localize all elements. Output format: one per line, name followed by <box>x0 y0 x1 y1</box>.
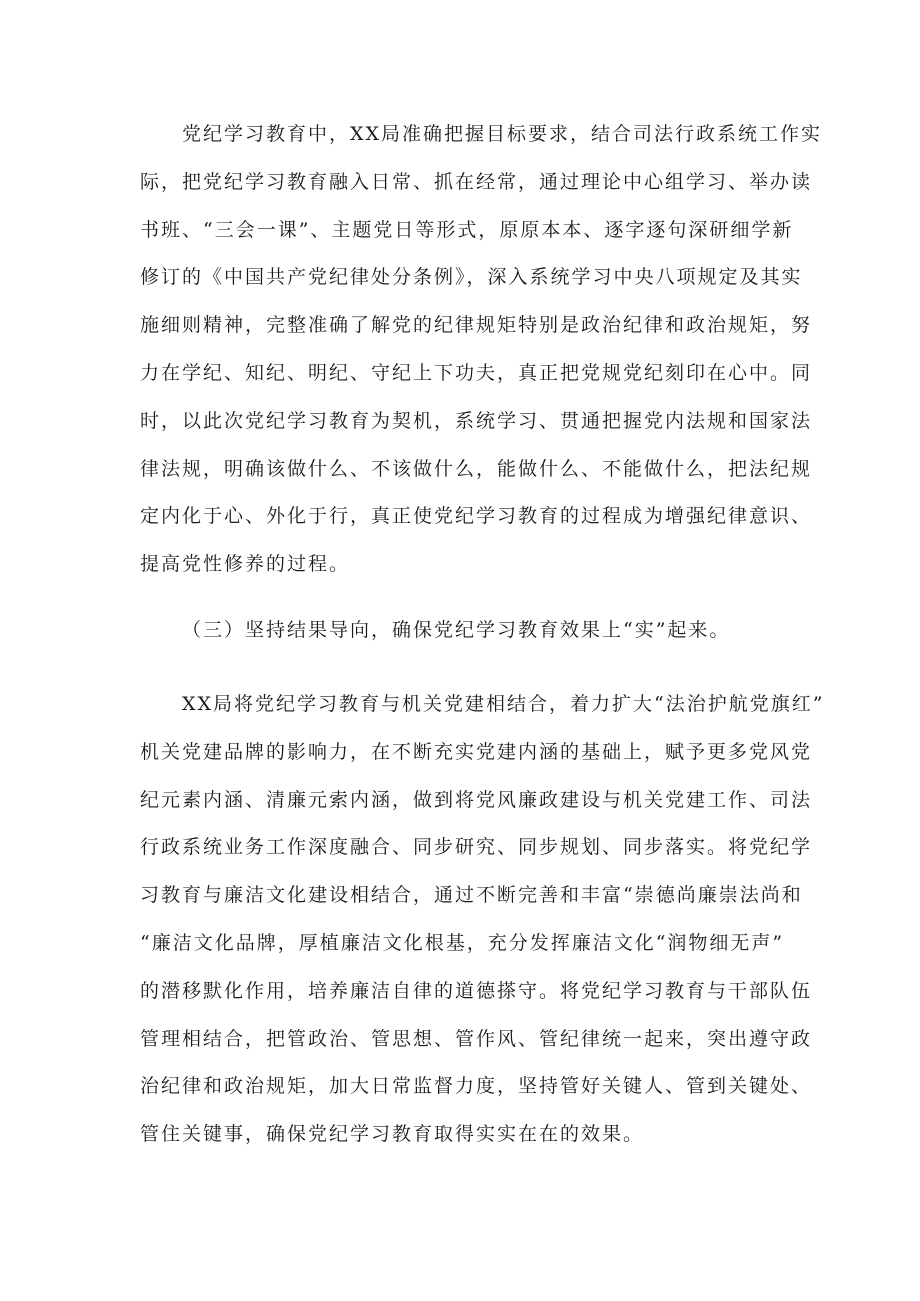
paragraph-line: 管理相结合，把管政治、管思想、管作风、管纪律统一起来，突出遵守政 <box>140 1027 813 1050</box>
paragraph-line: “廉洁文化品牌，厚植廉洁文化根基，充分发挥廉洁文化“润物细无声” <box>140 931 785 954</box>
paragraph-line: 党纪学习教育中，XX局准确把握目标要求，结合司法行政系统工作实 <box>182 123 823 145</box>
paragraph-line: 力在学纪、知纪、明纪、守纪上下功夫，真正把党规党纪刻印在心中。同 <box>140 361 813 384</box>
paragraph-line: 提高党性修养的过程。 <box>140 553 351 576</box>
paragraph-results-orientation <box>140 681 825 1159</box>
paragraph-line: 施细则精神，完整准确了解党的纪律规矩特别是政治纪律和政治规矩，努 <box>140 314 813 337</box>
paragraph-line: 行政系统业务工作深度融合、同步研究、同步规划、同步落实。将党纪学 <box>140 836 813 859</box>
paragraph-line: 管住关键事，确保党纪学习教育取得实实在在的效果。 <box>140 1123 645 1146</box>
paragraph-line: 时，以此次党纪学习教育为契机，系统学习、贯通把握党内法规和国家法 <box>140 409 813 432</box>
paragraph-line: XX局将党纪学习教育与机关党建相结合，着力扩大“法治护航党旗红” <box>182 693 825 715</box>
paragraph-line: 机关党建品牌的影响力，在不断充实党建内涵的基础上，赋予更多党风党 <box>140 740 813 763</box>
paragraph-discipline-education <box>140 111 823 589</box>
paragraph-line: 书班、“三会一课”、主题党日等形式，原原本本、逐字逐句深研细学新 <box>140 218 794 241</box>
paragraph-line: 习教育与廉洁文化建设相结合，通过不断完善和丰富“崇德尚廉崇法尚和 <box>140 884 803 907</box>
section-heading: （三）坚持结果导向，确保党纪学习教育效果上“实”起来。 <box>182 619 731 641</box>
paragraph-line: 的潜移默化作用，培养廉洁自律的道德搽守。将党纪学习教育与干部队伍 <box>140 979 813 1002</box>
paragraph-line: 纪元素内涵、清廉元索内涵，做到将党风廉政建设与机关党建工作、司法 <box>140 788 813 811</box>
paragraph-line: 治纪律和政治规矩，加大日常监督力度，坚持管好关键人、管到关键处、 <box>140 1075 813 1098</box>
paragraph-line: 际，把党纪学习教育融入日常、抓在经常，通过理论中心组学习、举办读 <box>140 170 813 193</box>
paragraph-line: 修订的《中国共产党纪律处分条例》，深入系统学习中央八项规定及其实 <box>140 266 803 289</box>
paragraph-line: 定内化于心、外化于行，真正使党纪学习教育的过程成为增强纪律意识、 <box>140 505 813 528</box>
paragraph-line: 律法规，明确该做什么、不该做什么，能做什么、不能做什么，把法纪规 <box>140 457 813 480</box>
